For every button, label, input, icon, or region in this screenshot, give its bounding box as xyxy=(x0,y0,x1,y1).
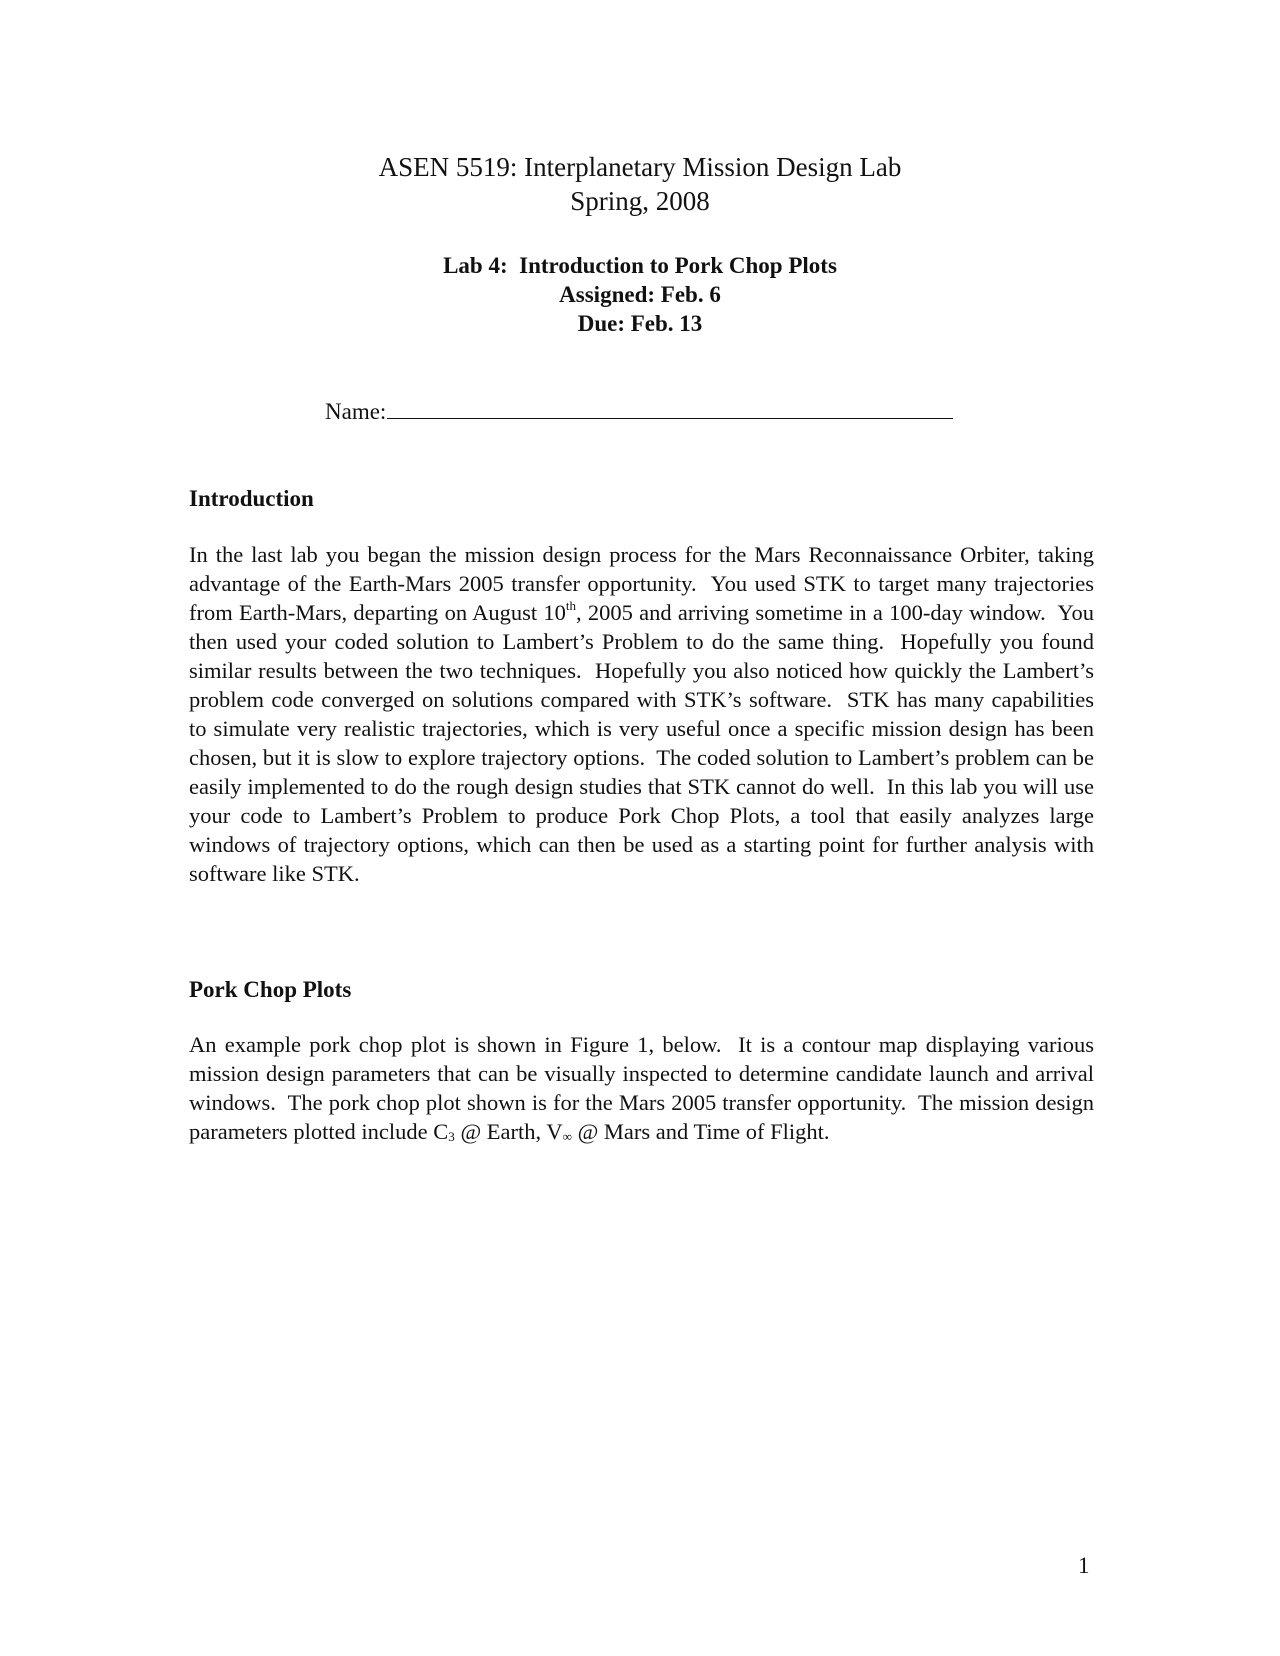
introduction-heading: Introduction xyxy=(189,486,314,511)
name-label: Name: xyxy=(325,399,387,424)
lab-title: Lab 4: Introduction to Pork Chop Plots xyxy=(443,253,837,278)
term: Spring, 2008 xyxy=(570,186,710,216)
pork-chop-paragraph xyxy=(189,1030,1100,1146)
page-number: 1 xyxy=(1078,1553,1090,1578)
c3-subscript: 3 xyxy=(448,1128,455,1144)
due-date: Due: Feb. 13 xyxy=(577,311,703,336)
ordinal-superscript: th xyxy=(565,598,577,614)
introduction-paragraph xyxy=(189,540,1100,888)
name-blank-line xyxy=(387,396,953,419)
name-field xyxy=(325,396,953,425)
pork-text-2: @ Earth, V xyxy=(454,1119,563,1144)
pork-text-3: @ Mars and Time of Flight. xyxy=(571,1119,830,1144)
title-block xyxy=(0,150,1280,218)
assigned-date: Assigned: Feb. 6 xyxy=(559,282,721,307)
pork-text-1: An example pork chop plot is shown in Figure 1, below. It is a contour map displaying various mission design parameters that can be visually inspected to determine candidate launch and arrival windows. The pork chop plot shown is for the Mars 2005 transfer opportunity. The mission design parameters plotted include C xyxy=(189,1032,1100,1144)
lab-info xyxy=(0,251,1280,338)
infinity-subscript: ∞ xyxy=(562,1128,572,1144)
intro-text-1: In the last lab you began the mission design process for the Mars Reconnaissance Orbiter, taking advantage of the Earth-Mars 2005 transfer opportunity. You used STK to target many trajectories from Earth-Mars, departing on August 10 xyxy=(189,542,1100,625)
intro-text-2: , 2005 and arriving sometime in a 100-day window. You then used your coded solution to Lambert’s Problem to do the same thing. Hopefully you found similar results between the two techniques. Hopefully you also noticed how quickly the Lambert’s problem code converged on solutions compared with STK’s software. STK has many capabilities to simulate very realistic trajectories, which is very useful once a specific mission design has been chosen, but it is slow to explore trajectory options. The coded solution to Lambert’s problem can be easily implemented to do the rough design studies that STK cannot do well. In this lab you will use your code to Lambert’s Problem to produce Pork Chop Plots, a tool that easily analyzes large windows of trajectory options, which can then be used as a starting point for further analysis with software like STK. xyxy=(189,600,1100,886)
course-title: ASEN 5519: Interplanetary Mission Design Lab xyxy=(378,152,902,182)
pork-chop-heading: Pork Chop Plots xyxy=(189,977,352,1002)
